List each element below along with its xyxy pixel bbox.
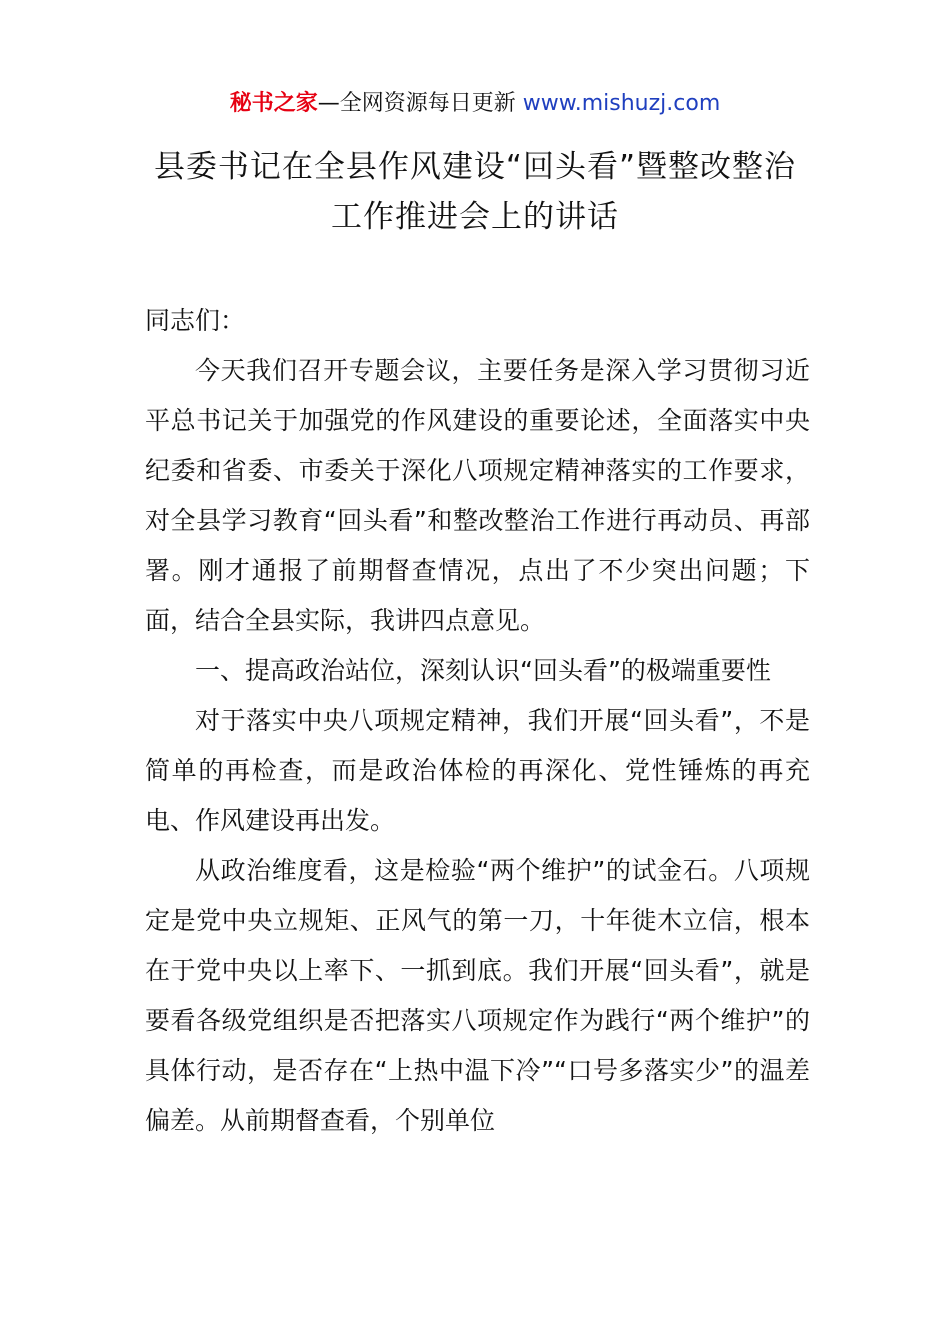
paragraph: 对于落实中央八项规定精神，我们开展“回头看”，不是简单的再检查，而是政治体检的再深化、党性锤炼的再充电、作风建设再出发。 bbox=[145, 706, 810, 835]
site-url-link[interactable]: www.mishuzj.com bbox=[522, 91, 721, 116]
document-title: 县委书记在全县作风建设“回头看”暨整改整治工作推进会上的讲话 bbox=[153, 149, 797, 235]
document-body bbox=[145, 296, 810, 1146]
paragraph: 今天我们召开专题会议，主要任务是深入学习贯彻习近平总书记关于加强党的作风建设的重要论述，全面落实中央纪委和省委、市委关于深化八项规定精神落实的工作要求，对全县学习教育“回头看”和整改整治工作进行再动员、再部署。刚才通报了前期督查情况，点出了不少突出问题；下面，结合全县实际，我讲四点意见。 bbox=[145, 356, 810, 635]
section-heading: 一、提高政治站位，深刻认识“回头看”的极端重要性 bbox=[195, 656, 771, 685]
site-header bbox=[0, 88, 950, 120]
salutation: 同志们： bbox=[145, 306, 246, 335]
brand-name: 秘书之家 bbox=[229, 91, 318, 116]
paragraph: 从政治维度看，这是检验“两个维护”的试金石。八项规定是党中央立规矩、正风气的第一刀，十年徙木立信，根本在于党中央以上率下、一抓到底。我们开展“回头看”，就是要看各级党组织是否把落实八项规定作为践行“两个维护”的具体行动，是否存在“上热中温下冷”“口号多落实少”的温差偏差。从前期督查看，个别单位 bbox=[145, 856, 810, 1135]
header-slogan: —全网资源每日更新 bbox=[317, 91, 523, 116]
